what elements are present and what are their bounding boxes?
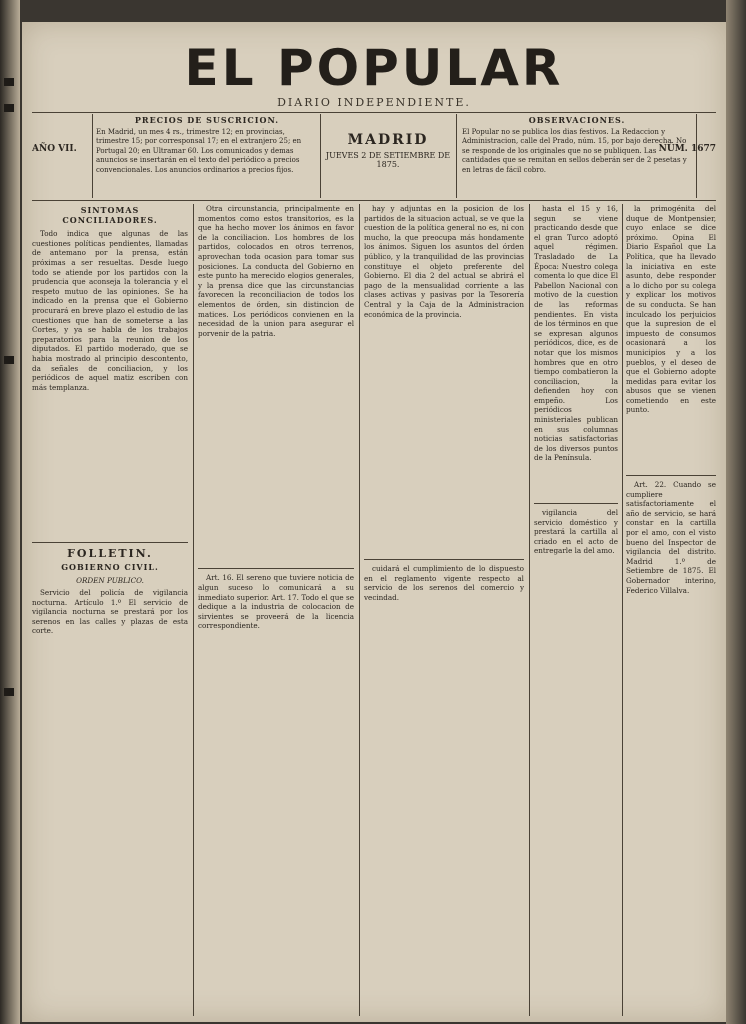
subscription-prices (96, 116, 318, 175)
divider (92, 114, 93, 198)
article-body: hasta el 15 y 16, segun se viene practicando desde que el gran Turco adoptó aquel régimen. Trasladado de La Época: Nuestro colega comenta lo que dice El Pabellon Nacional con motivo de la cuestion de las reformas pendientes. En vista de los términos en que se expresan algunos periódicos, dice, es de notar que los mismos hombres que en otro tiempo combatieron la conciliacion, la defienden hoy con empeño. Los periódicos ministeriales publican en sus columnas noticias satisfactorias de los diversos puntos de la Península. (534, 204, 618, 463)
column-1 (32, 204, 188, 1016)
page-edge-shadow (726, 0, 746, 1024)
folletin-heading: FOLLETIN. (67, 547, 153, 561)
article-body: Art. 16. El sereno que tuviere noticia de algun suceso lo comunicará a su inmediato superior. Art. 17. Todo el que se dedique a la industria de colocacion de sirvientes se proveerá de la licencia correspondiente. (198, 573, 354, 631)
column-5 (626, 204, 716, 1016)
divider (696, 114, 697, 198)
header-rule (32, 200, 716, 201)
newspaper-title: EL POPULAR (184, 39, 564, 97)
binding-mark (4, 104, 14, 112)
observations-title: OBSERVACIONES. (528, 115, 626, 125)
column-3 (364, 204, 524, 1016)
city-name: MADRID (347, 132, 429, 148)
newspaper-subtitle: DIARIO INDEPENDIENTE. (277, 96, 471, 109)
observations (462, 116, 692, 175)
section-rule (534, 503, 618, 504)
article-body: la primogénita del duque de Montpensier, cuyo enlace se dice próximo. Opina El Diario Español que La Política, que ha llevado la iniciativa en este asunto, debe responder a lo dicho por su colega y explicar los motivos de su conducta. Se han inculcado los perjuicios que la supresion de el impuesto de consumos ocasionará a los municipios y a los pueblos, y el deseo de que el Gobierno adopte medidas para evitar los abusos que se vienen cometiendo en este punto. (626, 204, 716, 415)
article-body: Art. 22. Cuando se cumpliere satisfactoriamente el año de servicio, se hará constar en la cartilla por el amo, con el visto bueno del Inspector de vigilancia del distrito. Madrid 1.º de Setiembre de 1875. El Gobernador interino, Federico Villalva. (626, 480, 716, 595)
info-bar (32, 114, 716, 198)
section-rule (32, 542, 188, 543)
observations-text: El Popular no se publica los dias festivos. La Redaccion y Administracion, calle del Prado, núm. 15, por bajo derecha. No se responde de los originales que no se publiquen. Las cantidades que se remitan en sellos deberán ser de 2 pesetas y en letras de fácil cobro. (462, 127, 687, 174)
article-body: hay y adjuntas en la posicion de los partidos de la situacion actual, se ve que la cuestion de la política general no es, ni con mucho, la que preocupa más hondamente los ánimos. Siguen los asuntos del órden público, y la tranquilidad de las provincias constituye el objeto preferente del Gobierno. El dia 2 del actual se abrirá el pago de la mensualidad corriente a las clases activas y pasivas por la Tesorería Central y la Caja de la Administracion económica de la provincia. (364, 204, 524, 319)
section-rule (364, 559, 524, 560)
column-divider (622, 204, 623, 1016)
article-body: Servicio del policía de vigilancia nocturna. Artículo 1.º El servicio de vigilancia nocturna se prestará por los serenos en las calles y plazas de esta corte. (32, 588, 188, 636)
article-body: Todo indica que algunas de las cuestiones políticas pendientes, llamadas de antemano por la prensa, están próximas a ser resueltas. Desde luego todo se atiende por los partidos con la prudencia que aconseja la tolerancia y el respeto mutuo de las opiniones. Se ha indicado en la prensa que el Gobierno procurará en breve plazo el estudio de las cuestiones que han de someterse a las Cortes, y ya se habla de los trabajos preparatorios para la reunion de los diputados. El partido moderado, que se habia mostrado al principio descontento, da señales de conciliacion, y los periódicos de aquel matiz escriben con más templanza. (32, 229, 188, 392)
divider (456, 114, 457, 198)
article-body: vigilancia del servicio doméstico y prestará la cartilla al criado en el acto de entregarle la del amo. (534, 508, 618, 556)
subscription-title: PRECIOS DE SUSCRICION. (134, 115, 280, 125)
binding-mark (4, 688, 14, 696)
article-body: Otra circunstancia, principalmente en momentos como estos transitorios, es la que ha hecho mover los ánimos en favor de la conciliacion. Los hombres de los partidos, colocados en otros terrenos, aprovechan toda ocasion para tomar sus posiciones. La conducta del Gobierno en este punto ha merecido elogios generales, y la prensa dice que las circunstancias favorecen la reconciliacion de todos los elementos de órden, sin distincion de matices. Los periódicos convienen en la necesidad de la union para asegurar el porvenir de la patria. (198, 204, 354, 338)
section-rule (626, 475, 716, 476)
binding-mark (4, 356, 14, 364)
article-headline: SINTOMAS CONCILIADORES. (62, 205, 158, 225)
dateline (324, 132, 452, 169)
article-columns (32, 204, 716, 1016)
newspaper-page (22, 22, 726, 1022)
year-label: AÑO VII. (32, 144, 77, 154)
divider (320, 114, 321, 198)
header-rule (32, 112, 716, 113)
column-divider (359, 204, 360, 1016)
binding-spine (0, 0, 20, 1024)
gobierno-heading: GOBIERNO CIVIL. (61, 561, 159, 572)
column-divider (193, 204, 194, 1016)
issue-number: NÚM. 1677 (658, 144, 716, 154)
column-2 (198, 204, 354, 1016)
binding-mark (4, 78, 14, 86)
column-4 (534, 204, 618, 1016)
article-body: cuidará el cumplimiento de lo dispuesto en el reglamento vigente respecto al servicio de los serenos del comercio y vecindad. (364, 564, 524, 602)
masthead (22, 22, 726, 110)
orden-subheading: ORDEN PUBLICO. (76, 576, 144, 586)
column-divider (529, 204, 530, 1016)
section-rule (198, 568, 354, 569)
issue-date: JUEVES 2 DE SETIEMBRE DE 1875. (325, 151, 451, 169)
subscription-text: En Madrid, un mes 4 rs., trimestre 12; en provincias, trimestre 15; por corresponsal 17; en el extranjero 25; en Portugal 20; en Ultramar 60. Los comunicados y demas anuncios se insertarán en el texto del periódico a precios convencionales. Los anuncios ordinarios a precios fijos. (96, 127, 302, 174)
